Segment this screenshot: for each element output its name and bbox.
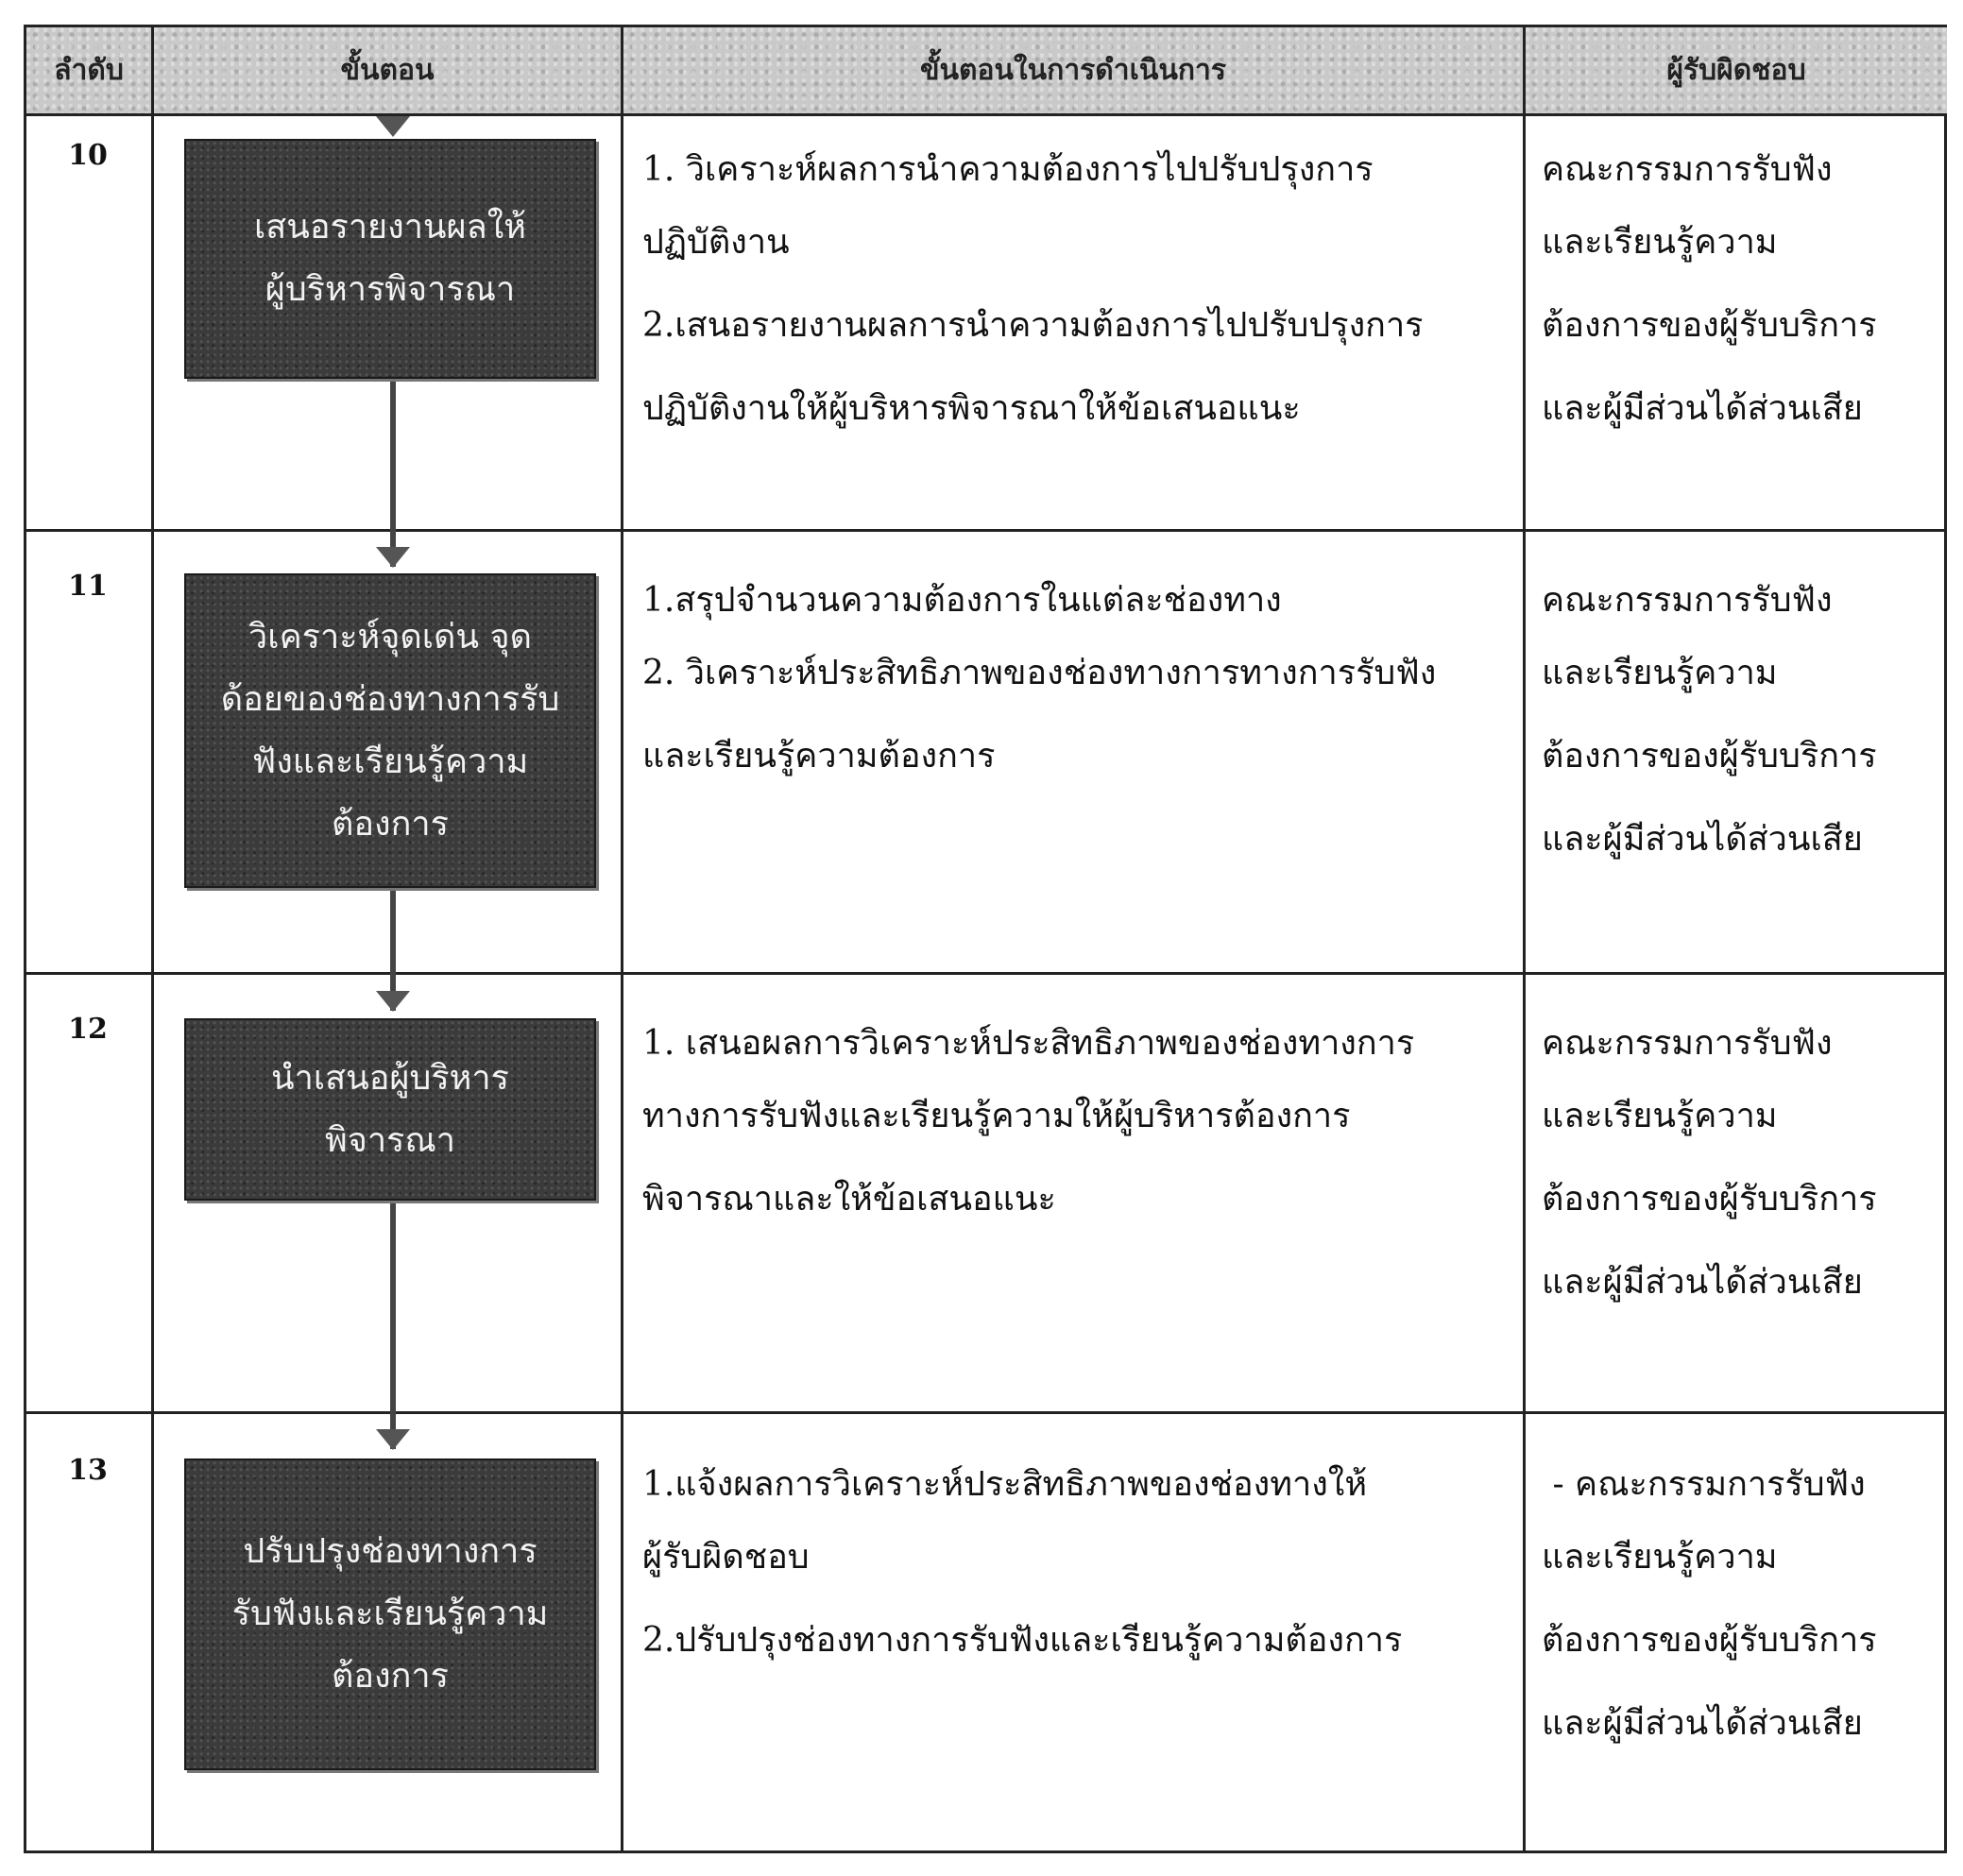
responsible-line: และเรียนรู้ความ — [1542, 654, 1778, 692]
responsible-line: และเรียนรู้ความ — [1542, 223, 1778, 262]
procedure-table — [24, 25, 1947, 1853]
arrow-down-icon — [376, 547, 410, 568]
responsible-line: คณะกรรมการรับฟัง — [1542, 1024, 1833, 1063]
procedure-steps — [642, 1013, 1530, 1241]
row-order: 13 — [68, 1454, 108, 1487]
process-box-line: เสนอรายงานผลให้ — [253, 208, 527, 247]
column-divider — [621, 27, 623, 1850]
procedure-steps — [642, 570, 1530, 798]
flow-connector — [390, 1201, 396, 1449]
procedure-steps — [642, 139, 1530, 451]
process-box-line: ผู้บริหารพิจารณา — [265, 270, 516, 309]
procedure-steps — [642, 1454, 1530, 1682]
row-divider — [26, 1411, 1944, 1414]
header-responsible: ผู้รับผิดชอบ — [1526, 27, 1947, 116]
row-divider — [26, 972, 1944, 975]
responsible-line: และผู้มีส่วนได้ส่วนเสีย — [1542, 1704, 1863, 1743]
responsible-cell — [1542, 570, 1938, 881]
procedure-line: 2.เสนอรายงานผลการนำความต้องการไปปรับปรุงการ — [642, 306, 1424, 345]
procedure-line: ทางการรับฟังและเรียนรู้ความให้ผู้บริหารต้องการ — [642, 1097, 1351, 1135]
process-box-line: วิเคราะห์จุดเด่น จุด — [248, 617, 532, 657]
procedure-line: 1. เสนอผลการวิเคราะห์ประสิทธิภาพของช่องทางการ — [642, 1024, 1415, 1063]
responsible-line: และผู้มีส่วนได้ส่วนเสีย — [1542, 389, 1863, 428]
process-box-line: พิจารณา — [325, 1120, 455, 1160]
responsible-line: และผู้มีส่วนได้ส่วนเสีย — [1542, 1263, 1863, 1302]
process-box-line: ปรับปรุงช่องทางการ — [243, 1532, 538, 1571]
process-box-line: ด้อยของช่องทางการรับ — [220, 679, 560, 719]
responsible-line: และเรียนรู้ความ — [1542, 1097, 1778, 1135]
procedure-line: 1.แจ้งผลการวิเคราะห์ประสิทธิภาพของช่องทางให้ — [642, 1465, 1368, 1504]
row-order: 12 — [68, 1013, 108, 1046]
arrow-down-icon — [376, 991, 410, 1012]
responsible-line: คณะกรรมการรับฟัง — [1542, 150, 1833, 189]
process-box-line: ต้องการ — [332, 804, 449, 844]
responsible-line: ต้องการของผู้รับบริการ — [1542, 737, 1877, 776]
responsible-line: - คณะกรรมการรับฟัง — [1542, 1465, 1866, 1504]
responsible-line: คณะกรรมการรับฟัง — [1542, 581, 1833, 620]
row-order: 10 — [68, 139, 108, 172]
process-box — [184, 573, 596, 888]
responsible-cell — [1542, 1454, 1938, 1765]
procedure-line: 2.ปรับปรุงช่องทางการรับฟังและเรียนรู้ความต้องการ — [642, 1621, 1403, 1660]
process-box — [184, 1018, 596, 1201]
arrow-down-icon — [376, 1429, 410, 1450]
procedure-line: 1.สรุปจำนวนความต้องการในแต่ละช่องทาง — [642, 581, 1282, 620]
responsible-line: ต้องการของผู้รับบริการ — [1542, 1621, 1877, 1660]
procedure-line: พิจารณาและให้ข้อเสนอแนะ — [642, 1180, 1056, 1219]
procedure-line: 2. วิเคราะห์ประสิทธิภาพของช่องทางการทางการรับฟัง — [642, 654, 1437, 692]
process-box-line: รับฟังและเรียนรู้ความ — [231, 1595, 549, 1633]
procedure-line: ปฏิบัติงานให้ผู้บริหารพิจารณาให้ข้อเสนอแนะ — [642, 389, 1301, 428]
responsible-line: ต้องการของผู้รับบริการ — [1542, 306, 1877, 345]
responsible-cell — [1542, 1013, 1938, 1324]
column-divider — [151, 27, 154, 1850]
process-box-line: ฟังและเรียนรู้ความ — [251, 742, 529, 781]
process-box — [184, 139, 596, 379]
responsible-line: และเรียนรู้ความ — [1542, 1538, 1778, 1577]
process-box-line: นำเสนอผู้บริหาร — [271, 1058, 509, 1098]
flow-connector — [390, 379, 396, 567]
row-divider — [26, 529, 1944, 532]
process-box-line: ต้องการ — [332, 1657, 449, 1696]
header-process: ขั้นตอน — [154, 27, 621, 116]
header-procedure: ขั้นตอนในการดำเนินการ — [623, 27, 1523, 116]
row-order: 11 — [68, 570, 108, 603]
header-order: ลำดับ — [26, 27, 151, 116]
procedure-line: ผู้รับผิดชอบ — [642, 1538, 810, 1577]
responsible-line: ต้องการของผู้รับบริการ — [1542, 1180, 1877, 1219]
procedure-line: ปฏิบัติงาน — [642, 223, 790, 262]
procedure-line: และเรียนรู้ความต้องการ — [642, 737, 996, 776]
process-box — [184, 1458, 596, 1770]
procedure-line: 1. วิเคราะห์ผลการนำความต้องการไปปรับปรุงการ — [642, 150, 1374, 189]
arrow-down-icon — [376, 116, 410, 137]
responsible-line: และผู้มีส่วนได้ส่วนเสีย — [1542, 820, 1863, 859]
responsible-cell — [1542, 139, 1938, 451]
